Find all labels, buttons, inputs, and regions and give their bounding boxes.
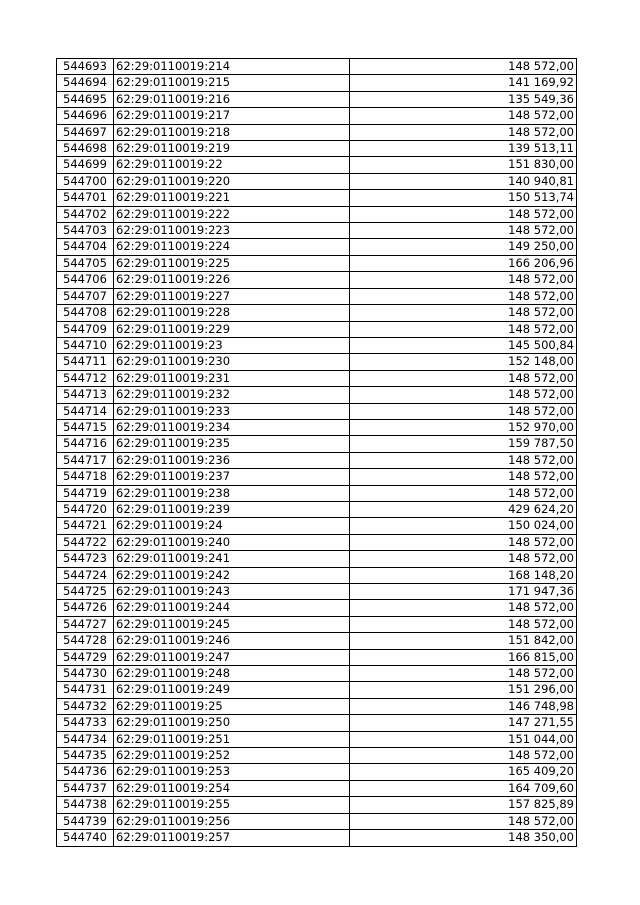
- cadastral-value-cell: 135 549,36: [350, 91, 577, 107]
- cadastral-number-cell: 62:29:0110019:249: [114, 682, 350, 698]
- cadastral-value-cell: 148 572,00: [350, 534, 577, 550]
- cadastral-number-cell: 62:29:0110019:24: [114, 518, 350, 534]
- table-row: [57, 633, 577, 649]
- cadastral-value-cell: 148 572,00: [350, 813, 577, 829]
- row-id-cell: 544737: [57, 780, 114, 796]
- cadastral-value-cell: 166 815,00: [350, 649, 577, 665]
- cadastral-value-cell: 165 409,20: [350, 764, 577, 780]
- cadastral-value-cell: 148 572,00: [350, 485, 577, 501]
- table-row: [57, 190, 577, 206]
- row-id-cell: 544703: [57, 223, 114, 239]
- cadastral-value-cell: 148 572,00: [350, 666, 577, 682]
- cadastral-value-cell: 148 572,00: [350, 452, 577, 468]
- row-id-cell: 544733: [57, 715, 114, 731]
- cadastral-number-cell: 62:29:0110019:218: [114, 124, 350, 140]
- row-id-cell: 544739: [57, 813, 114, 829]
- table-row: [57, 813, 577, 829]
- table-row: [57, 305, 577, 321]
- table-row: [57, 797, 577, 813]
- table-row: [57, 59, 577, 75]
- cadastral-value-cell: 148 572,00: [350, 288, 577, 304]
- cadastral-number-cell: 62:29:0110019:251: [114, 731, 350, 747]
- cadastral-value-cell: 148 572,00: [350, 748, 577, 764]
- cadastral-number-cell: 62:29:0110019:245: [114, 616, 350, 632]
- table-row: [57, 223, 577, 239]
- cadastral-number-cell: 62:29:0110019:230: [114, 354, 350, 370]
- row-id-cell: 544714: [57, 403, 114, 419]
- cadastral-number-cell: 62:29:0110019:257: [114, 830, 350, 846]
- table-row: [57, 780, 577, 796]
- row-id-cell: 544710: [57, 337, 114, 353]
- table-row: [57, 715, 577, 731]
- table-row: [57, 698, 577, 714]
- cadastral-value-cell: 148 572,00: [350, 469, 577, 485]
- row-id-cell: 544707: [57, 288, 114, 304]
- cadastral-value-cell: 159 787,50: [350, 436, 577, 452]
- cadastral-value-cell: 148 572,00: [350, 206, 577, 222]
- row-id-cell: 544716: [57, 436, 114, 452]
- cadastral-value-cell: 140 940,81: [350, 173, 577, 189]
- cadastral-value-cell: 151 044,00: [350, 731, 577, 747]
- table-row: [57, 321, 577, 337]
- row-id-cell: 544717: [57, 452, 114, 468]
- cadastral-value-cell: 141 169,92: [350, 75, 577, 91]
- cadastral-number-cell: 62:29:0110019:214: [114, 59, 350, 75]
- row-id-cell: 544694: [57, 75, 114, 91]
- row-id-cell: 544711: [57, 354, 114, 370]
- cadastral-number-cell: 62:29:0110019:252: [114, 748, 350, 764]
- cadastral-number-cell: 62:29:0110019:253: [114, 764, 350, 780]
- cadastral-value-cell: 164 709,60: [350, 780, 577, 796]
- row-id-cell: 544721: [57, 518, 114, 534]
- table-row: [57, 141, 577, 157]
- row-id-cell: 544699: [57, 157, 114, 173]
- cadastral-value-cell: 148 350,00: [350, 830, 577, 846]
- table-row: [57, 666, 577, 682]
- row-id-cell: 544718: [57, 469, 114, 485]
- cadastral-value-cell: 148 572,00: [350, 403, 577, 419]
- cadastral-number-cell: 62:29:0110019:22: [114, 157, 350, 173]
- table-row: [57, 518, 577, 534]
- table-row: [57, 551, 577, 567]
- row-id-cell: 544705: [57, 255, 114, 271]
- row-id-cell: 544729: [57, 649, 114, 665]
- row-id-cell: 544702: [57, 206, 114, 222]
- row-id-cell: 544735: [57, 748, 114, 764]
- row-id-cell: 544728: [57, 633, 114, 649]
- row-id-cell: 544731: [57, 682, 114, 698]
- cadastral-value-cell: 150 513,74: [350, 190, 577, 206]
- table-row: [57, 501, 577, 517]
- cadastral-number-cell: 62:29:0110019:222: [114, 206, 350, 222]
- cadastral-number-cell: 62:29:0110019:228: [114, 305, 350, 321]
- cadastral-number-cell: 62:29:0110019:25: [114, 698, 350, 714]
- cadastral-number-cell: 62:29:0110019:234: [114, 419, 350, 435]
- table-row: [57, 649, 577, 665]
- cadastral-value-cell: 152 148,00: [350, 354, 577, 370]
- table-row: [57, 452, 577, 468]
- table-row: [57, 485, 577, 501]
- table-row: [57, 567, 577, 583]
- cadastral-value-cell: 151 296,00: [350, 682, 577, 698]
- cadastral-value-cell: 171 947,36: [350, 584, 577, 600]
- table-row: [57, 124, 577, 140]
- cadastral-number-cell: 62:29:0110019:23: [114, 337, 350, 353]
- cadastral-number-cell: 62:29:0110019:231: [114, 370, 350, 386]
- table-row: [57, 91, 577, 107]
- cadastral-number-cell: 62:29:0110019:255: [114, 797, 350, 813]
- row-id-cell: 544695: [57, 91, 114, 107]
- cadastral-number-cell: 62:29:0110019:227: [114, 288, 350, 304]
- cadastral-value-cell: 139 513,11: [350, 141, 577, 157]
- cadastral-number-cell: 62:29:0110019:217: [114, 108, 350, 124]
- cadastral-number-cell: 62:29:0110019:246: [114, 633, 350, 649]
- table-row: [57, 419, 577, 435]
- row-id-cell: 544725: [57, 584, 114, 600]
- row-id-cell: 544698: [57, 141, 114, 157]
- row-id-cell: 544700: [57, 173, 114, 189]
- cadastral-value-cell: 149 250,00: [350, 239, 577, 255]
- cadastral-value-cell: 147 271,55: [350, 715, 577, 731]
- table-row: [57, 682, 577, 698]
- table-row: [57, 337, 577, 353]
- cadastral-number-cell: 62:29:0110019:235: [114, 436, 350, 452]
- cadastral-number-cell: 62:29:0110019:256: [114, 813, 350, 829]
- table-row: [57, 731, 577, 747]
- cadastral-value-cell: 146 748,98: [350, 698, 577, 714]
- cadastral-value-cell: 148 572,00: [350, 124, 577, 140]
- cadastral-number-cell: 62:29:0110019:216: [114, 91, 350, 107]
- row-id-cell: 544708: [57, 305, 114, 321]
- table-row: [57, 255, 577, 271]
- row-id-cell: 544727: [57, 616, 114, 632]
- row-id-cell: 544726: [57, 600, 114, 616]
- cadastral-number-cell: 62:29:0110019:240: [114, 534, 350, 550]
- row-id-cell: 544730: [57, 666, 114, 682]
- table-row: [57, 748, 577, 764]
- cadastral-number-cell: 62:29:0110019:244: [114, 600, 350, 616]
- table-row: [57, 403, 577, 419]
- cadastral-value-cell: 148 572,00: [350, 370, 577, 386]
- row-id-cell: 544734: [57, 731, 114, 747]
- cadastral-value-cell: 148 572,00: [350, 387, 577, 403]
- cadastral-value-table: [56, 58, 577, 847]
- cadastral-value-cell: 148 572,00: [350, 223, 577, 239]
- cadastral-value-cell: 168 148,20: [350, 567, 577, 583]
- table-row: [57, 239, 577, 255]
- cadastral-number-cell: 62:29:0110019:254: [114, 780, 350, 796]
- row-id-cell: 544712: [57, 370, 114, 386]
- row-id-cell: 544732: [57, 698, 114, 714]
- cadastral-number-cell: 62:29:0110019:250: [114, 715, 350, 731]
- cadastral-number-cell: 62:29:0110019:215: [114, 75, 350, 91]
- table-row: [57, 387, 577, 403]
- cadastral-number-cell: 62:29:0110019:220: [114, 173, 350, 189]
- cadastral-value-cell: 148 572,00: [350, 551, 577, 567]
- table-row: [57, 534, 577, 550]
- cadastral-number-cell: 62:29:0110019:224: [114, 239, 350, 255]
- table-row: [57, 157, 577, 173]
- table-row: [57, 469, 577, 485]
- cadastral-value-cell: 148 572,00: [350, 108, 577, 124]
- table-row: [57, 764, 577, 780]
- cadastral-number-cell: 62:29:0110019:237: [114, 469, 350, 485]
- row-id-cell: 544719: [57, 485, 114, 501]
- cadastral-number-cell: 62:29:0110019:226: [114, 272, 350, 288]
- cadastral-number-cell: 62:29:0110019:229: [114, 321, 350, 337]
- cadastral-value-cell: 150 024,00: [350, 518, 577, 534]
- row-id-cell: 544723: [57, 551, 114, 567]
- cadastral-value-cell: 148 572,00: [350, 321, 577, 337]
- table-row: [57, 108, 577, 124]
- cadastral-number-cell: 62:29:0110019:225: [114, 255, 350, 271]
- table-row: [57, 354, 577, 370]
- cadastral-value-cell: 148 572,00: [350, 616, 577, 632]
- cadastral-number-cell: 62:29:0110019:243: [114, 584, 350, 600]
- table-row: [57, 173, 577, 189]
- cadastral-value-cell: 148 572,00: [350, 59, 577, 75]
- cadastral-value-cell: 145 500,84: [350, 337, 577, 353]
- table-row: [57, 436, 577, 452]
- table-row: [57, 584, 577, 600]
- table-body: [57, 59, 577, 847]
- table-row: [57, 272, 577, 288]
- row-id-cell: 544720: [57, 501, 114, 517]
- cadastral-value-cell: 151 830,00: [350, 157, 577, 173]
- cadastral-number-cell: 62:29:0110019:241: [114, 551, 350, 567]
- row-id-cell: 544696: [57, 108, 114, 124]
- row-id-cell: 544709: [57, 321, 114, 337]
- cadastral-number-cell: 62:29:0110019:219: [114, 141, 350, 157]
- cadastral-number-cell: 62:29:0110019:232: [114, 387, 350, 403]
- cadastral-number-cell: 62:29:0110019:233: [114, 403, 350, 419]
- cadastral-value-cell: 151 842,00: [350, 633, 577, 649]
- cadastral-number-cell: 62:29:0110019:223: [114, 223, 350, 239]
- cadastral-value-cell: 148 572,00: [350, 600, 577, 616]
- cadastral-number-cell: 62:29:0110019:238: [114, 485, 350, 501]
- row-id-cell: 544706: [57, 272, 114, 288]
- cadastral-number-cell: 62:29:0110019:247: [114, 649, 350, 665]
- table-row: [57, 616, 577, 632]
- row-id-cell: 544738: [57, 797, 114, 813]
- row-id-cell: 544693: [57, 59, 114, 75]
- table-row: [57, 370, 577, 386]
- row-id-cell: 544736: [57, 764, 114, 780]
- cadastral-value-cell: 148 572,00: [350, 272, 577, 288]
- cadastral-number-cell: 62:29:0110019:248: [114, 666, 350, 682]
- cadastral-number-cell: 62:29:0110019:242: [114, 567, 350, 583]
- row-id-cell: 544697: [57, 124, 114, 140]
- cadastral-number-cell: 62:29:0110019:221: [114, 190, 350, 206]
- table-row: [57, 75, 577, 91]
- row-id-cell: 544713: [57, 387, 114, 403]
- row-id-cell: 544701: [57, 190, 114, 206]
- cadastral-value-cell: 152 970,00: [350, 419, 577, 435]
- cadastral-value-cell: 148 572,00: [350, 305, 577, 321]
- row-id-cell: 544740: [57, 830, 114, 846]
- table-row: [57, 600, 577, 616]
- table-row: [57, 830, 577, 846]
- cadastral-number-cell: 62:29:0110019:236: [114, 452, 350, 468]
- cadastral-value-cell: 166 206,96: [350, 255, 577, 271]
- row-id-cell: 544715: [57, 419, 114, 435]
- row-id-cell: 544704: [57, 239, 114, 255]
- cadastral-value-cell: 429 624,20: [350, 501, 577, 517]
- table-row: [57, 206, 577, 222]
- row-id-cell: 544724: [57, 567, 114, 583]
- cadastral-number-cell: 62:29:0110019:239: [114, 501, 350, 517]
- row-id-cell: 544722: [57, 534, 114, 550]
- table-row: [57, 288, 577, 304]
- cadastral-value-cell: 157 825,89: [350, 797, 577, 813]
